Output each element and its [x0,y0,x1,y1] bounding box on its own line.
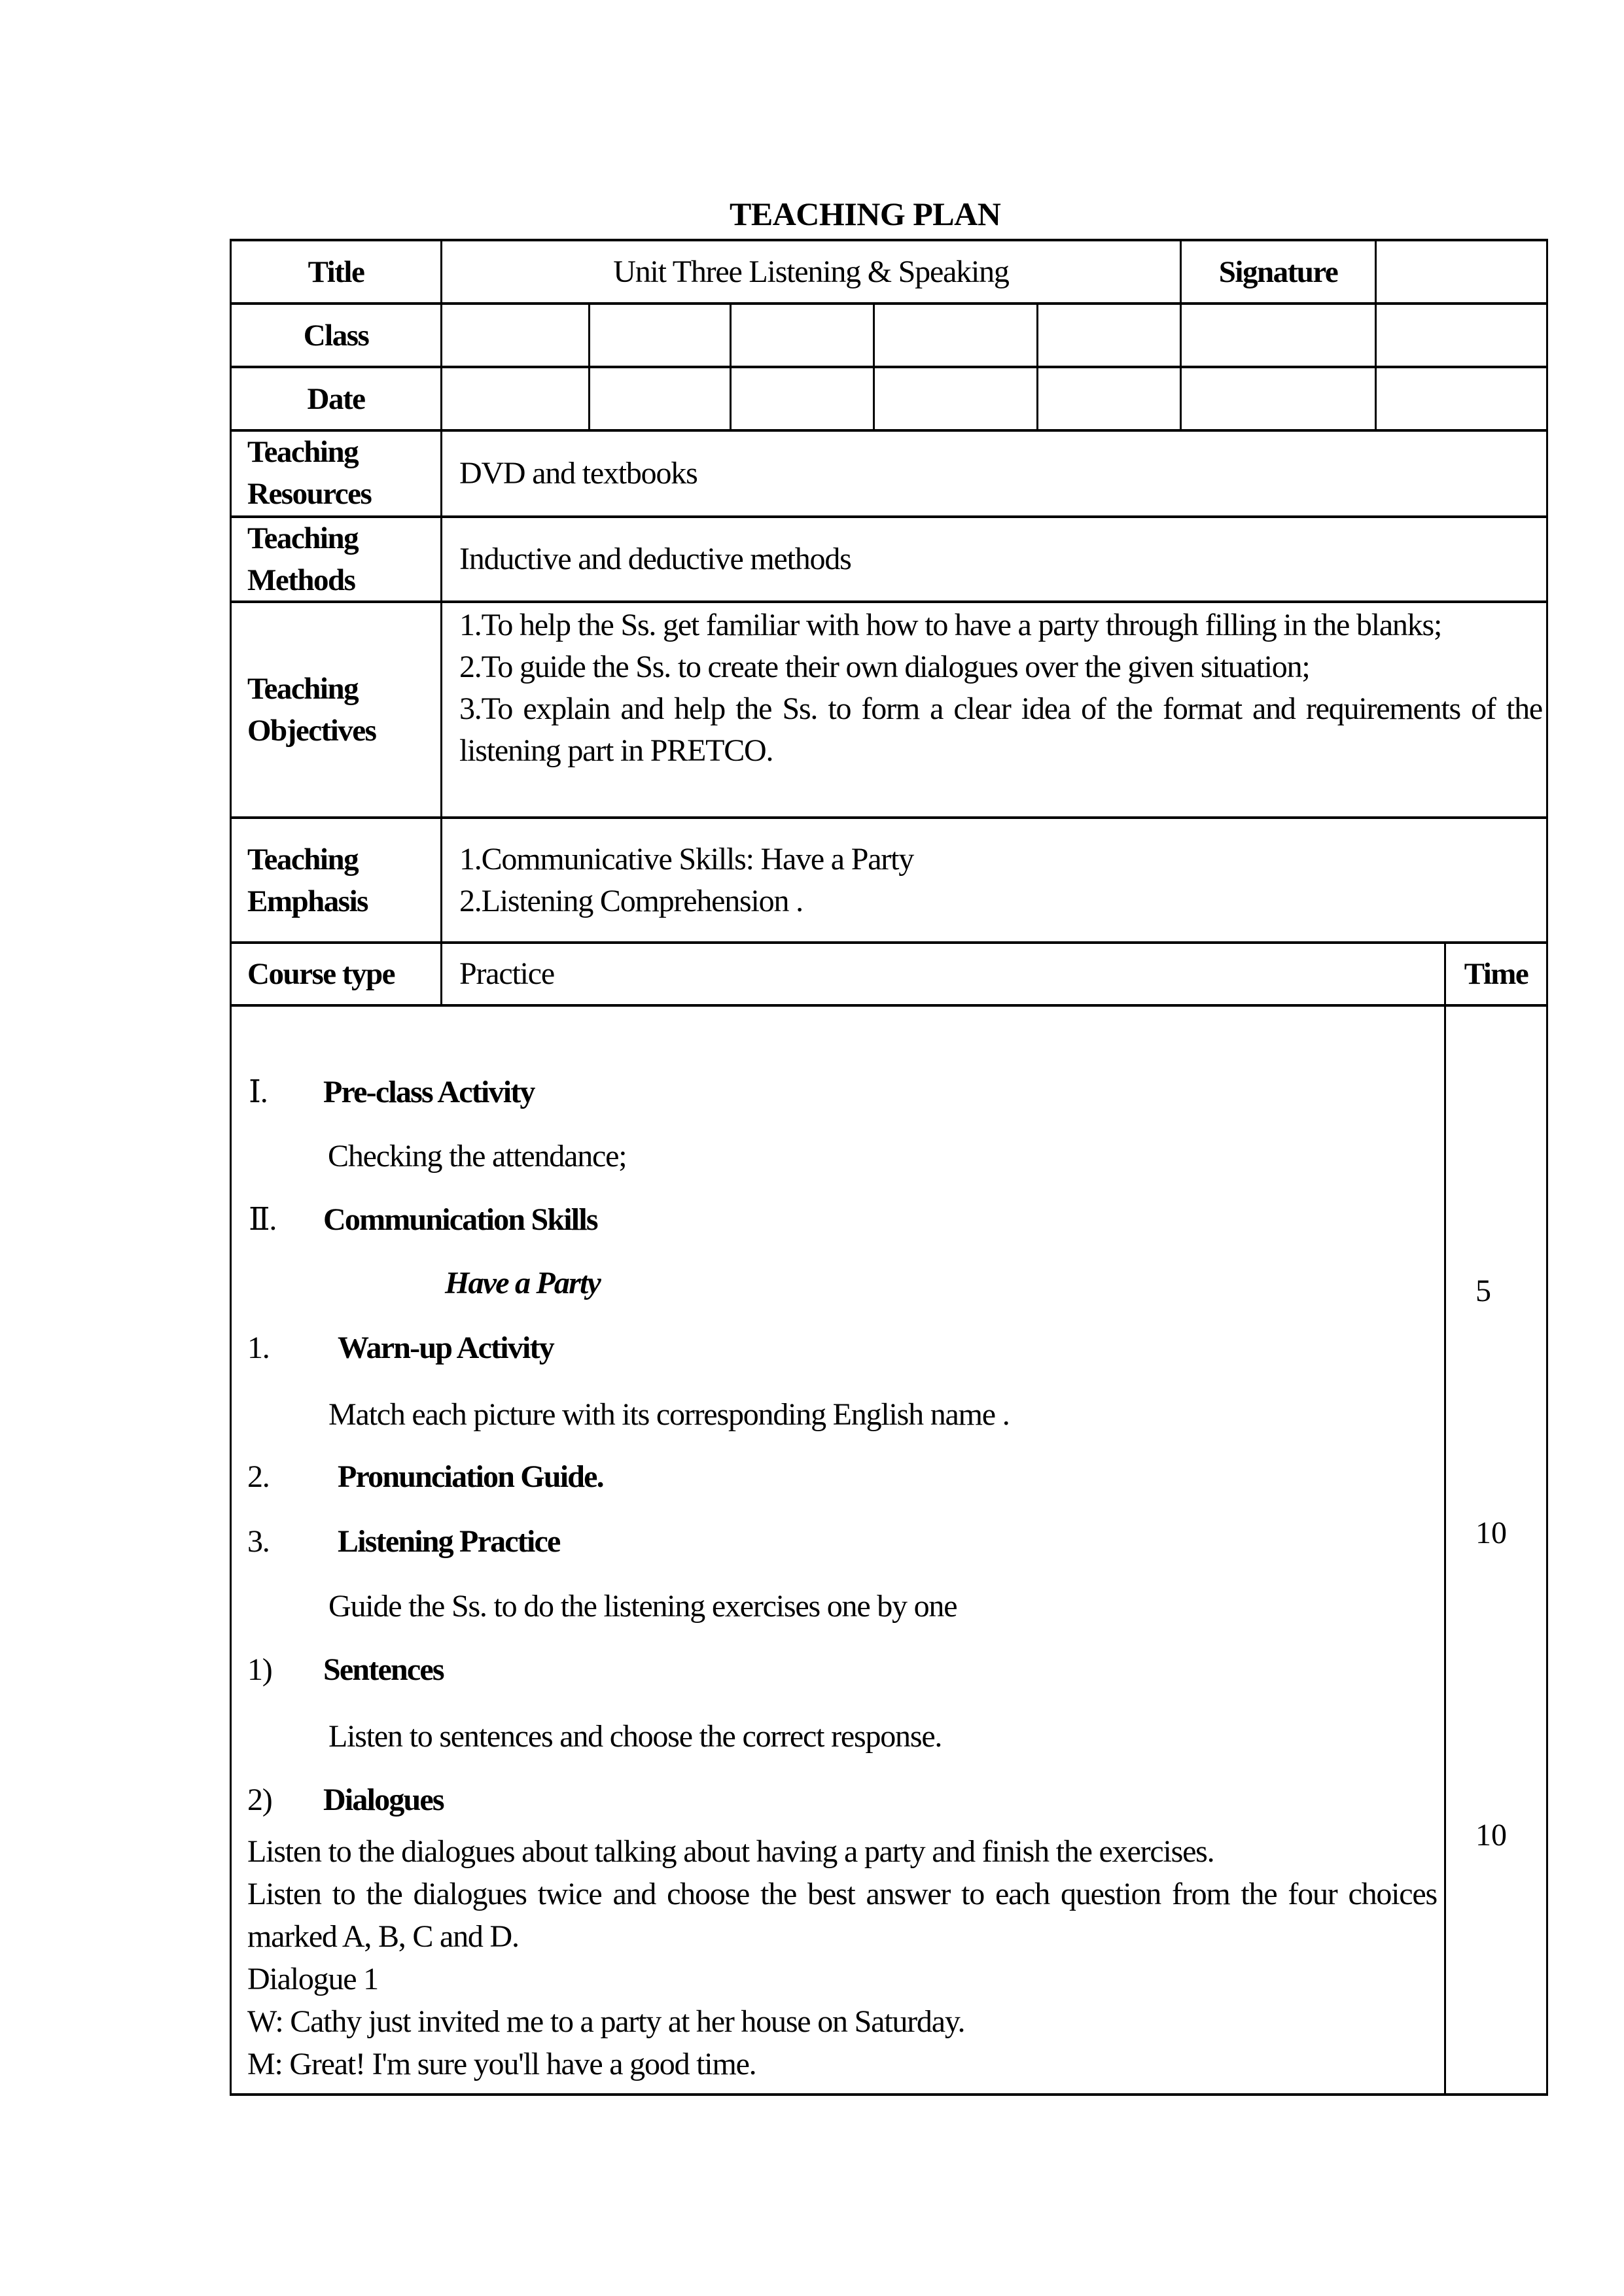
class-cell-6[interactable] [1182,304,1375,366]
time-value: 5 [1475,1274,1491,1308]
row-line [230,2093,1548,2096]
emphasis-label-line2: Emphasis [247,884,368,918]
date-cell-3[interactable] [732,368,873,430]
resources-value-cell [459,432,1539,515]
substep-heading-dialogues: Dialogues [323,1783,444,1817]
section-text-attendance: Checking the attendance; [328,1139,627,1174]
substep-number-1: 1) [247,1652,272,1687]
section-heading-pre-class: Pre-class Activity [323,1075,535,1109]
step-heading-warm-up: Warn-up Activity [338,1331,554,1365]
objectives-label [247,668,376,752]
title-value: Unit Three Listening & Speaking [613,254,1009,289]
objective-item: 2.To guide the Ss. to create their own dialogues over the given situation; [459,650,1310,684]
dialogue-block [247,1830,1437,2085]
section-heading-communication: Communication Skills [323,1202,597,1237]
time-header-cell [1446,944,1546,1004]
date-cell-4[interactable] [875,368,1036,430]
class-cell-3[interactable] [732,304,873,366]
methods-value: Inductive and deductive methods [459,542,851,576]
step-number-3: 3. [247,1524,270,1559]
emphasis-label-cell [247,819,437,941]
row-line [230,1004,1548,1007]
course-type-value: Practice [459,956,554,991]
date-cell-7[interactable] [1377,368,1546,430]
date-cell-2[interactable] [590,368,730,430]
emphasis-label [247,839,368,922]
dialogue-line: Listen to the dialogues twice and choose the best answer to each question from the four choices marked A, B, C and D. [247,1877,1437,1954]
substep-text-sentences: Listen to sentences and choose the correct response. [328,1719,942,1754]
step-number-2: 2. [247,1459,270,1494]
title-value-cell[interactable] [442,241,1180,303]
class-cell-1[interactable] [442,304,588,366]
date-cell-6[interactable] [1182,368,1375,430]
course-type-label: Course type [247,957,395,991]
signature-label: Signature [1218,254,1338,289]
signature-label-cell [1182,241,1375,303]
section-subtitle-have-a-party: Have a Party [445,1266,600,1300]
objectives-label-line1: Teaching [247,672,359,706]
methods-label-line1: Teaching [247,521,359,555]
objectives-label-line2: Objectives [247,714,376,748]
section-numeral-1: Ⅰ. [249,1075,268,1109]
course-type-label-cell [247,944,437,1004]
objectives-label-cell [247,603,437,816]
time-value: 10 [1475,1818,1507,1852]
time-value: 10 [1475,1516,1507,1550]
substep-number-2: 2) [247,1783,272,1817]
step-text-match: Match each picture with its corresponding English name . [328,1397,1010,1432]
resources-value: DVD and textbooks [459,456,697,491]
substep-heading-sentences: Sentences [323,1652,444,1687]
title-label-cell [232,241,440,303]
resources-label-line2: Resources [247,477,372,511]
date-cell-1[interactable] [442,368,588,430]
date-label: Date [307,381,365,416]
step-heading-listening: Listening Practice [338,1524,560,1559]
dialogue-line: M: Great! I'm sure you'll have a good time. [247,2047,756,2081]
step-text-guide: Guide the Ss. to do the listening exercises one by one [328,1589,957,1624]
methods-value-cell [459,518,1539,600]
date-cell-5[interactable] [1038,368,1180,430]
emphasis-item: 1.Communicative Skills: Have a Party [459,841,914,877]
emphasis-label-line1: Teaching [247,842,359,877]
step-heading-pronunciation: Pronunciation Guide. [338,1459,603,1494]
emphasis-list [459,819,1539,941]
time-header: Time [1464,957,1528,991]
objective-item: 1.To help the Ss. get familiar with how to have a party through filling in the blanks; [459,608,1442,642]
resources-label-line1: Teaching [247,435,359,469]
methods-label-line2: Methods [247,563,355,597]
class-label: Class [303,318,369,353]
class-cell-5[interactable] [1038,304,1180,366]
methods-label [247,517,358,601]
emphasis-item: 2.Listening Comprehension . [459,883,803,918]
dialogue-line: W: Cathy just invited me to a party at her house on Saturday. [247,2004,965,2039]
dialogue-line: Listen to the dialogues about talking about having a party and finish the exercises. [247,1834,1214,1869]
objective-item: 3.To explain and help the Ss. to form a clear idea of the format and requirements of the listening part in PRETCO. [459,691,1542,768]
date-label-cell [232,368,440,430]
course-type-value-cell [459,944,1441,1004]
section-numeral-2: Ⅱ. [249,1202,277,1237]
objectives-list [459,604,1542,772]
class-cell-2[interactable] [590,304,730,366]
step-number-1: 1. [247,1331,270,1365]
title-label: Title [308,254,364,289]
signature-field[interactable] [1377,241,1546,303]
class-cell-7[interactable] [1377,304,1546,366]
document-title: TEACHING PLAN [730,196,1001,232]
dialogue-line: Dialogue 1 [247,1962,378,1996]
class-label-cell [232,304,440,366]
class-cell-4[interactable] [875,304,1036,366]
col-line [1444,941,1446,2095]
resources-label [247,431,371,515]
